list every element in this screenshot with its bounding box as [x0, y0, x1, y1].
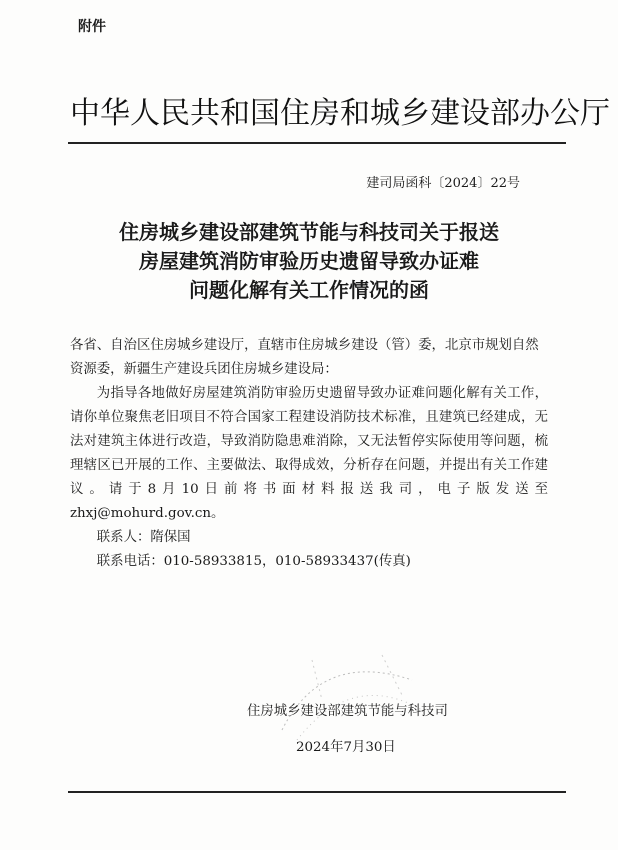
body-paragraph: 为指导各地做好房屋建筑消防审验历史遗留导致办证难问题化解有关工作，请你单位聚焦老旧项目不符合国家工程建设消防技术标准，且建筑已经建成，无法对建筑主体进行改造，导致消防隐患难消除，又无法暂停实际使用等问题，梳理辖区已开展的工作、主要做法、取得成效，分析存在问题，并提出有关工作建议。请于8月10日前将书面材料报送我司，电子版发送至zhxj@mohurd.gov.cn。 — [70, 386, 548, 521]
contact-person: 联系人：隋保国 — [96, 530, 191, 545]
document-subject — [70, 218, 548, 305]
footer-divider — [68, 791, 566, 793]
signature-organization: 住房城乡建设部建筑节能与科技司 — [247, 704, 448, 719]
subject-line-2: 房屋建筑消防审验历史遗留导致办证难 — [139, 249, 479, 273]
header-divider — [68, 142, 566, 144]
issuer-header: 中华人民共和国住房和城乡建设部办公厅 — [70, 96, 610, 131]
addressee: 各省、自治区住房城乡建设厅，直辖市住房城乡建设（管）委，北京市规划自然资源委，新疆生产建设兵团住房城乡建设局： — [70, 338, 539, 377]
signature-date: 2024年7月30日 — [296, 740, 396, 755]
subject-line-3: 问题化解有关工作情况的函 — [189, 278, 429, 302]
subject-line-1: 住房城乡建设部建筑节能与科技司关于报送 — [119, 220, 499, 244]
contact-phone: 联系电话：010-58933815，010-58933437(传真) — [96, 554, 411, 569]
attachment-label: 附件 — [78, 19, 106, 35]
document-body — [70, 334, 548, 574]
document-number: 建司局函科〔2024〕22号 — [366, 176, 520, 191]
